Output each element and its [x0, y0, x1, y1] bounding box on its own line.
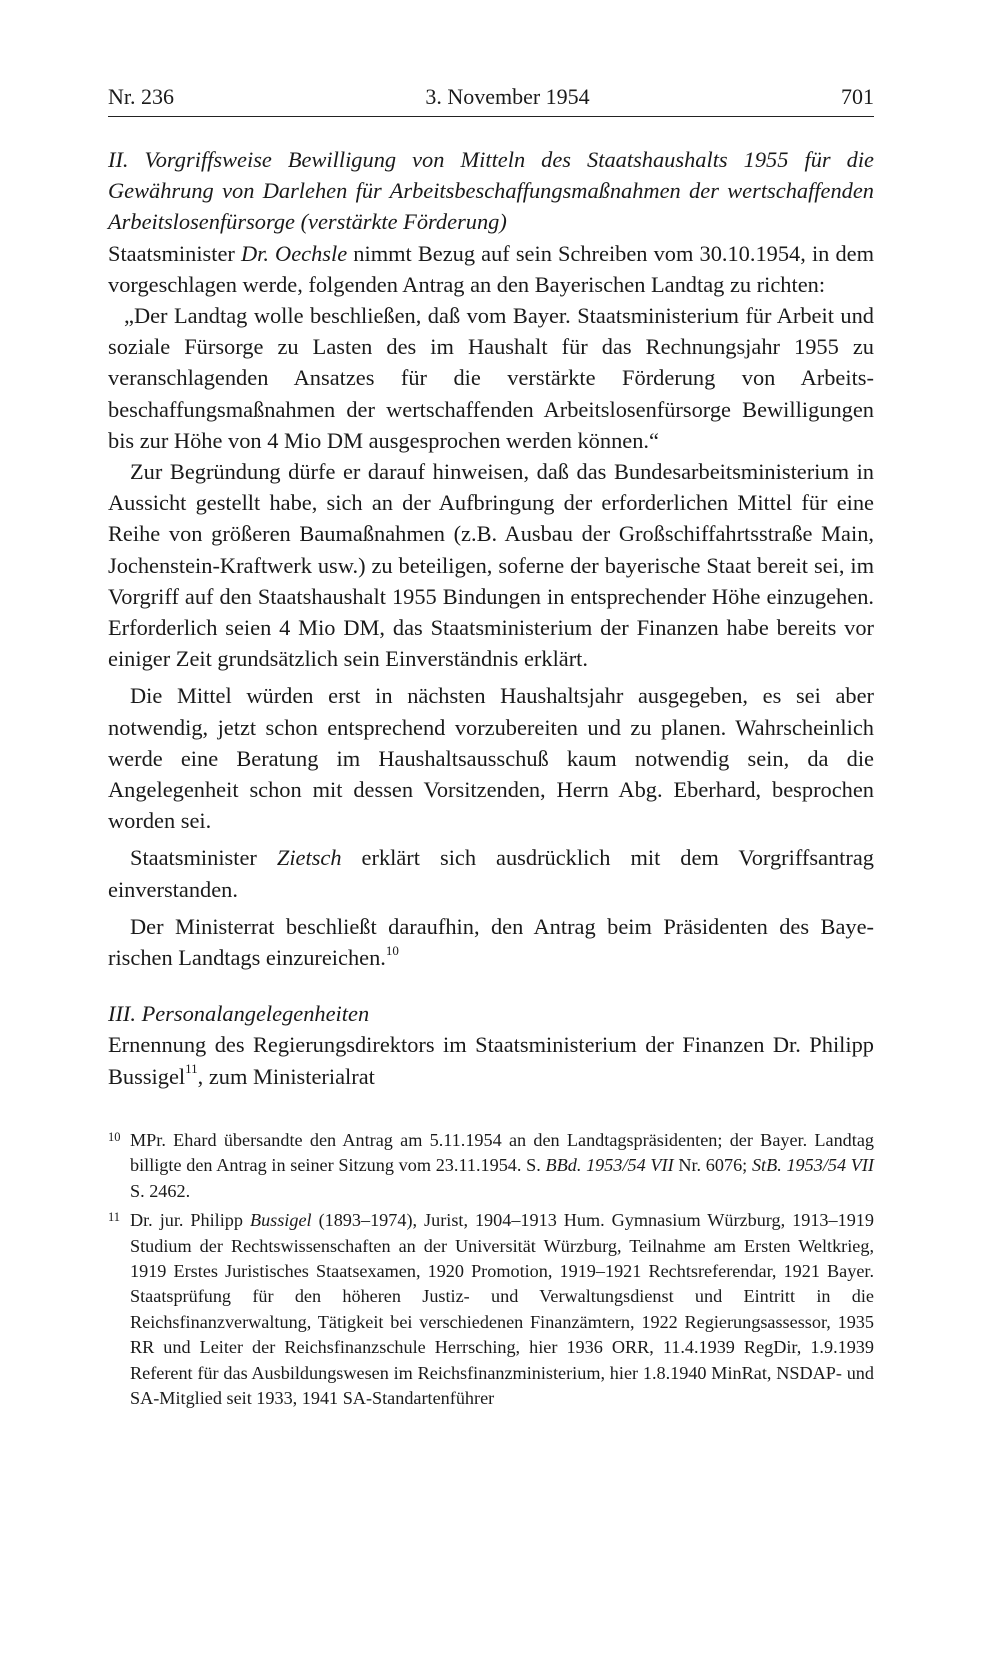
- motion-quote: „Der Landtag wolle beschließen, daß vom Bayer. Staatsministerium für Arbeit und soziale Fürsorge zu Lasten des im Haushalt für das Rechnungsjahr 1955 zu veranschlagenden Ansatzes für die verstärkte Förderung von Arbeitsbeschaffungsmaßnahmen der wertschaffenden Arbeitslosenfürsorge Bewilligungen bis zur Höhe von 4 Mio DM ausgesprochen werden können.“: [108, 303, 874, 453]
- footnote-11: [108, 1208, 874, 1411]
- paragraph-zietsch: [108, 842, 874, 904]
- text-run: Der Ministerrat beschließt daraufhin, den Antrag beim Präsidenten des Bayerischen Landtags einzureichen.: [108, 913, 874, 971]
- text-run: erklärt sich ausdrücklich mit dem Vorgriffsantrag einverstanden.: [108, 845, 874, 902]
- session-date: 3. November 1954: [425, 84, 590, 109]
- document-number: Nr. 236: [108, 84, 174, 109]
- footnote-number: 10: [108, 1129, 121, 1144]
- text-run: Dr. jur. Philipp: [130, 1210, 250, 1231]
- source-reference: BBd. 1953/54 VII: [545, 1155, 674, 1176]
- footnote-ref-11[interactable]: 11: [185, 1061, 198, 1077]
- paragraph-funds: Die Mittel würden erst in nächsten Haushaltsjahr ausgegeben, es sei aber notwendig, jetzt schon entsprechend vorzubereiten und zu planen. Wahrscheinlich werde eine Beratung im Haushaltsausschuß kaum notwendig sein, da die Angelegenheit schon mit dessen Vorsitzenden, Herrn Abg. Eberhard, besprochen worden sei.: [108, 683, 874, 834]
- minister-name: Zietsch: [276, 845, 342, 871]
- page-number: 701: [840, 84, 874, 109]
- footnote-10: [108, 1128, 874, 1204]
- document-page: [108, 82, 874, 1411]
- paragraph-oechsle: [108, 238, 874, 300]
- text-run: Ernennung des Regierungsdirektors im Staatsministerium der Finanzen Dr. Philipp Bussigel: [108, 1032, 874, 1089]
- paragraph-decision: [108, 911, 874, 973]
- footnotes: [108, 1128, 874, 1411]
- running-head: [108, 82, 874, 117]
- text-run: , zum Ministerialrat: [197, 1063, 375, 1089]
- text-run: Staatsminister: [108, 240, 241, 266]
- text-run: Staatsminister: [130, 845, 277, 871]
- text-run: Nr. 6076;: [673, 1155, 752, 1176]
- text-run: MPr. Ehard übersandte den Antrag am 5.11.1954 an den Landtagspräsidenten; der Bayer. Landtag billigte den Antrag in seiner Sitzung vom 23.11.1954. S.: [130, 1129, 874, 1176]
- text-run: (1893–1974), Jurist, 1904–1913 Hum. Gymnasium Würzburg, 1913–1919 Studium der Rechtswissenschaften an der Universität Würzburg, Teilnahme am Ersten Weltkrieg, 1919 Erstes Juristisches Staatsexamen, 1920 Promotion, 1919–1921 Rechtsreferendar, 1921 Bayer. Staatsprüfung für den höheren Justiz- und Verwaltungsdienst und Eintritt in die Reichsfinanzverwaltung, Tätigkeit bei verschiedenen Finanzämtern, 1922 Regierungsassessor, 1935 RR und Leiter der Reichsfinanzschule Herrsching, hier 1936 ORR, 11.4.1939 RegDir, 1.9.1939 Referent für das Ausbildungswesen im Reichsfinanzministerium, hier 1.8.1940 MinRat, NSDAP- und SA-Mitglied seit 1933, 1941 SA-Standartenführer: [130, 1210, 874, 1408]
- minister-name: Dr. Oechsle: [240, 240, 348, 266]
- person-name: Bussigel: [249, 1210, 312, 1231]
- footnote-ref-10[interactable]: 10: [385, 942, 399, 958]
- section-ii-title: II. Vorgriffsweise Bewilligung von Mitteln des Staatshaushalts 1955 für die Gewährung von Darlehen für Arbeitsbeschaffungsmaßnahmen der wertschaffenden Arbeitslosenfürsorge (verstärkte Förderung): [108, 147, 874, 235]
- text-run: nimmt Bezug auf sein Schreiben vom 30.10.1954, in dem vorgeschlagen werde, folgenden Antrag an den Bayerischen Landtag zu richten:: [108, 240, 875, 297]
- section-iii-title: III. Personalangelegenheiten: [108, 1001, 370, 1027]
- text-run: S. 2462.: [130, 1180, 191, 1201]
- paragraph-justification: Zur Begründung dürfe er darauf hinweisen, daß das Bundesarbeitsministerium in Aussicht gestellt habe, sich an der Aufbringung der erforderlichen Mittel für eine Reihe von größeren Baumaßnahmen (z.B. Ausbau der Großschiffahrtsstraße Main, Jochenstein-Kraftwerk usw.) zu beteiligen, soferne der bayerische Staat bereit sei, im Vorgriff auf den Staatshaushalt 1955 Bindungen in entsprechender Höhe einzugehen. Erforderlich seien 4 Mio DM, das Staatsministerium der Finanzen habe bereits vor einiger Zeit grundsätzlich sein Einverständnis erklärt.: [108, 459, 874, 672]
- section-iii-subtitle: [108, 1029, 874, 1091]
- main-text: [108, 144, 874, 1092]
- footnote-number: 11: [108, 1210, 121, 1225]
- source-reference: StB. 1953/54 VII: [751, 1155, 874, 1176]
